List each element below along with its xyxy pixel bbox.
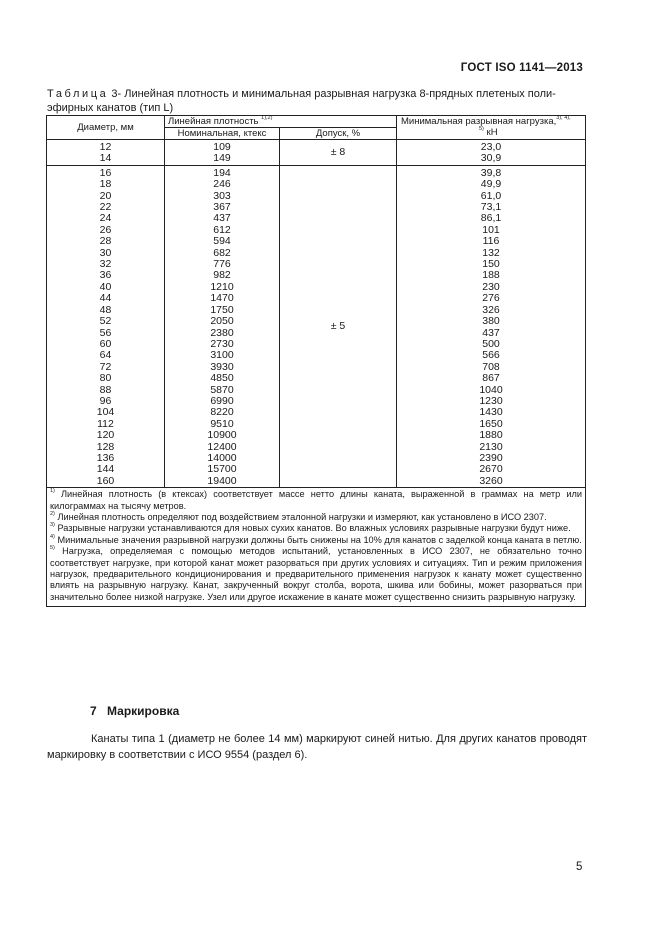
footnote (50, 535, 582, 546)
nominal-density-cell: 367 (213, 201, 231, 214)
group1-nominal (165, 140, 280, 166)
min-load-cell: 2670 (479, 463, 503, 476)
diameter-cell: 64 (99, 349, 112, 362)
diameter-cell: 22 (99, 201, 112, 214)
diameter-cell: 128 (96, 440, 115, 453)
nominal-density-cell: 194 (213, 166, 231, 179)
group2-loads (397, 165, 586, 487)
diameter-cell: 24 (99, 212, 112, 225)
min-load-cell: 3260 (479, 474, 503, 487)
footnote-mark: 1) (50, 488, 55, 495)
nominal-density-cell: 2730 (210, 337, 234, 350)
min-load-cell: 1040 (479, 383, 503, 396)
header-diameter: Диаметр, мм (47, 116, 165, 140)
group1-loads (397, 140, 586, 166)
nominal-density-cell: 6990 (210, 394, 234, 407)
min-load-cell: 150 (482, 258, 500, 271)
diameter-cell: 32 (99, 258, 112, 271)
diameter-cell: 160 (96, 474, 115, 487)
diameter-cell: 120 (96, 429, 115, 442)
diameter-cell: 60 (99, 337, 112, 350)
section-heading (90, 704, 179, 718)
footnote-text: Линейная плотность (в ктексах) соответствует массе нетто длины каната, выраженной в граммах на метр или килограммах на тысячу метров. (50, 489, 582, 511)
diameter-cell: 52 (99, 315, 112, 328)
header-min-load-unit: кН (486, 127, 498, 138)
footnote-mark: 4) (50, 533, 55, 540)
min-load-cell: 500 (482, 337, 500, 350)
page-number: 5 (576, 861, 583, 873)
min-load-cell: 1880 (479, 429, 503, 442)
nominal-density-cell: 12400 (207, 440, 237, 453)
header-linear-density-footnote: 1),2) (261, 115, 273, 121)
diameter-cell: 136 (96, 451, 115, 464)
nominal-density-cell: 982 (213, 269, 231, 282)
footnote-mark: 3) (50, 522, 55, 529)
diameter-cell: 88 (99, 383, 112, 396)
min-load-cell: 116 (482, 235, 500, 248)
nominal-density-cell: 303 (213, 189, 231, 202)
header-min-load-label: Минимальная разрывная нагрузка, (401, 116, 557, 127)
diameter-cell: 18 (99, 178, 112, 191)
diameter-cell: 44 (99, 292, 112, 305)
footnote (50, 523, 582, 534)
diameter-cell: 56 (99, 326, 112, 339)
table-caption (47, 87, 587, 115)
min-load-cell: 326 (482, 303, 500, 316)
rope-data-table (46, 115, 586, 607)
nominal-density-cell: 3930 (210, 360, 234, 373)
min-load-cell: 566 (482, 349, 500, 362)
min-load-cell: 1650 (479, 417, 503, 430)
min-load-cell: 132 (482, 246, 500, 259)
nominal-density-cell: 246 (213, 178, 231, 191)
header-nominal: Номинальная, ктекс (165, 128, 280, 140)
diameter-cell: 40 (99, 280, 112, 293)
footnote-mark: 5) (50, 545, 55, 552)
footnote-text: Минимальные значения разрывной нагрузки должны быть снижены на 10% для канатов с заделкой конца каната в петлю. (54, 534, 582, 545)
header-min-breaking-load (397, 116, 586, 140)
nominal-density-cell: 612 (213, 223, 231, 236)
nominal-density-cell: 2380 (210, 326, 234, 339)
diameter-cell: 14 (99, 152, 112, 165)
min-load-cell: 61,0 (480, 189, 502, 202)
group1-diameters (47, 140, 165, 166)
nominal-density-cell: 4850 (210, 372, 234, 385)
min-load-cell: 30,9 (480, 152, 502, 165)
min-load-cell: 101 (482, 223, 500, 236)
nominal-density-cell: 776 (213, 258, 231, 271)
footnote-text: Разрывные нагрузки устанавливаются для новых сухих канатов. Во влажных условиях разрывные нагрузки будут ниже. (54, 523, 571, 534)
diameter-cell: 16 (99, 166, 112, 179)
nominal-density-cell: 109 (213, 141, 231, 153)
min-load-cell: 276 (482, 292, 500, 305)
min-load-cell: 437 (482, 326, 500, 339)
min-load-cell: 2390 (479, 451, 503, 464)
nominal-density-cell: 1750 (210, 303, 234, 316)
table-caption-text: 3- Линейная плотность и минимальная разрывная нагрузка 8-прядных плетеных поли-эфирных канатов (тип L) (47, 88, 556, 114)
header-min-load-footnote: 3), 4), (556, 115, 571, 121)
nominal-density-cell: 594 (213, 235, 231, 248)
diameter-cell: 144 (96, 463, 115, 476)
section-title: Маркировка (107, 704, 180, 718)
header-tolerance: Допуск, % (280, 128, 397, 140)
table-caption-label: Таблица (47, 88, 109, 100)
min-load-cell: 230 (482, 280, 500, 293)
min-load-cell: 49,9 (480, 178, 502, 191)
nominal-density-cell: 437 (213, 212, 231, 225)
diameter-cell: 72 (99, 360, 112, 373)
header-linear-density-label: Линейная плотность (168, 116, 259, 127)
nominal-density-cell: 8220 (210, 406, 234, 419)
min-load-cell: 708 (482, 360, 500, 373)
nominal-density-cell: 19400 (207, 474, 237, 487)
footnote (50, 489, 582, 512)
diameter-cell: 20 (99, 189, 112, 202)
diameter-cell: 48 (99, 303, 112, 316)
min-load-cell: 867 (482, 372, 500, 385)
diameter-cell: 28 (99, 235, 112, 248)
section-paragraph: Канаты типа 1 (диаметр не более 14 мм) маркируют синей нитью. Для других канатов проводят маркировку в соответствии с ИСО 9554 (раздел 6). (47, 733, 587, 761)
nominal-density-cell: 3100 (210, 349, 234, 362)
group2-nominal (165, 165, 280, 487)
min-load-cell: 39,8 (480, 166, 502, 179)
diameter-cell: 36 (99, 269, 112, 282)
nominal-density-cell: 5870 (210, 383, 234, 396)
nominal-density-cell: 149 (213, 152, 231, 165)
group2-tolerance: ± 5 (280, 165, 397, 487)
nominal-density-cell: 2050 (210, 315, 234, 328)
diameter-cell: 80 (99, 372, 112, 385)
header-min-load-footnote-2: 5) (479, 126, 484, 132)
min-load-cell: 2130 (479, 440, 503, 453)
footnote (50, 546, 582, 603)
table-footnotes (47, 488, 586, 607)
min-load-cell: 380 (482, 315, 500, 328)
section-number: 7 (90, 704, 97, 718)
header-linear-density (165, 116, 397, 128)
footnote-text: Нагрузка, определяемая с помощью методов испытаний, установленных в ИСО 2307, не обязательно точно соответствует нагрузке, при которой канат может разорваться при других условиях и ситуациях. Тип и режим приложения нагрузок, предварительного кондиционирования и предварительного применения нагрузок к канату может существенно влиять на разрывную нагрузку. Канат, закрученный вокруг столба, ворота, шкива или бобины, может разорваться при значительно более низкой нагрузке. Узел или другое искажение в канате может существенно снизить разрывную нагрузку. (50, 546, 582, 602)
nominal-density-cell: 1470 (210, 292, 234, 305)
nominal-density-cell: 9510 (210, 417, 234, 430)
diameter-cell: 30 (99, 246, 112, 259)
min-load-cell: 188 (482, 269, 500, 282)
min-load-cell: 1230 (479, 394, 503, 407)
nominal-density-cell: 1210 (210, 280, 234, 293)
diameter-cell: 112 (97, 417, 114, 430)
min-load-cell: 1430 (479, 406, 503, 419)
nominal-density-cell: 10900 (207, 429, 237, 442)
diameter-cell: 12 (99, 141, 112, 153)
nominal-density-cell: 15700 (207, 463, 237, 476)
diameter-cell: 26 (99, 223, 112, 236)
diameter-cell: 96 (99, 394, 112, 407)
min-load-cell: 23,0 (480, 141, 502, 153)
footnote-text: Линейная плотность определяют под воздействием эталонной нагрузки и измеряют, как установлено в ИСО 2307. (54, 512, 547, 522)
group1-tolerance: ± 8 (280, 140, 397, 166)
nominal-density-cell: 682 (213, 246, 231, 259)
min-load-cell: 86,1 (480, 212, 502, 225)
footnote (50, 512, 582, 523)
nominal-density-cell: 14000 (207, 451, 237, 464)
group2-diameters (47, 165, 165, 487)
min-load-cell: 73,1 (480, 201, 502, 214)
footnote-mark: 2) (50, 511, 55, 517)
diameter-cell: 104 (96, 406, 115, 419)
document-code: ГОСТ ISO 1141—2013 (460, 62, 583, 74)
